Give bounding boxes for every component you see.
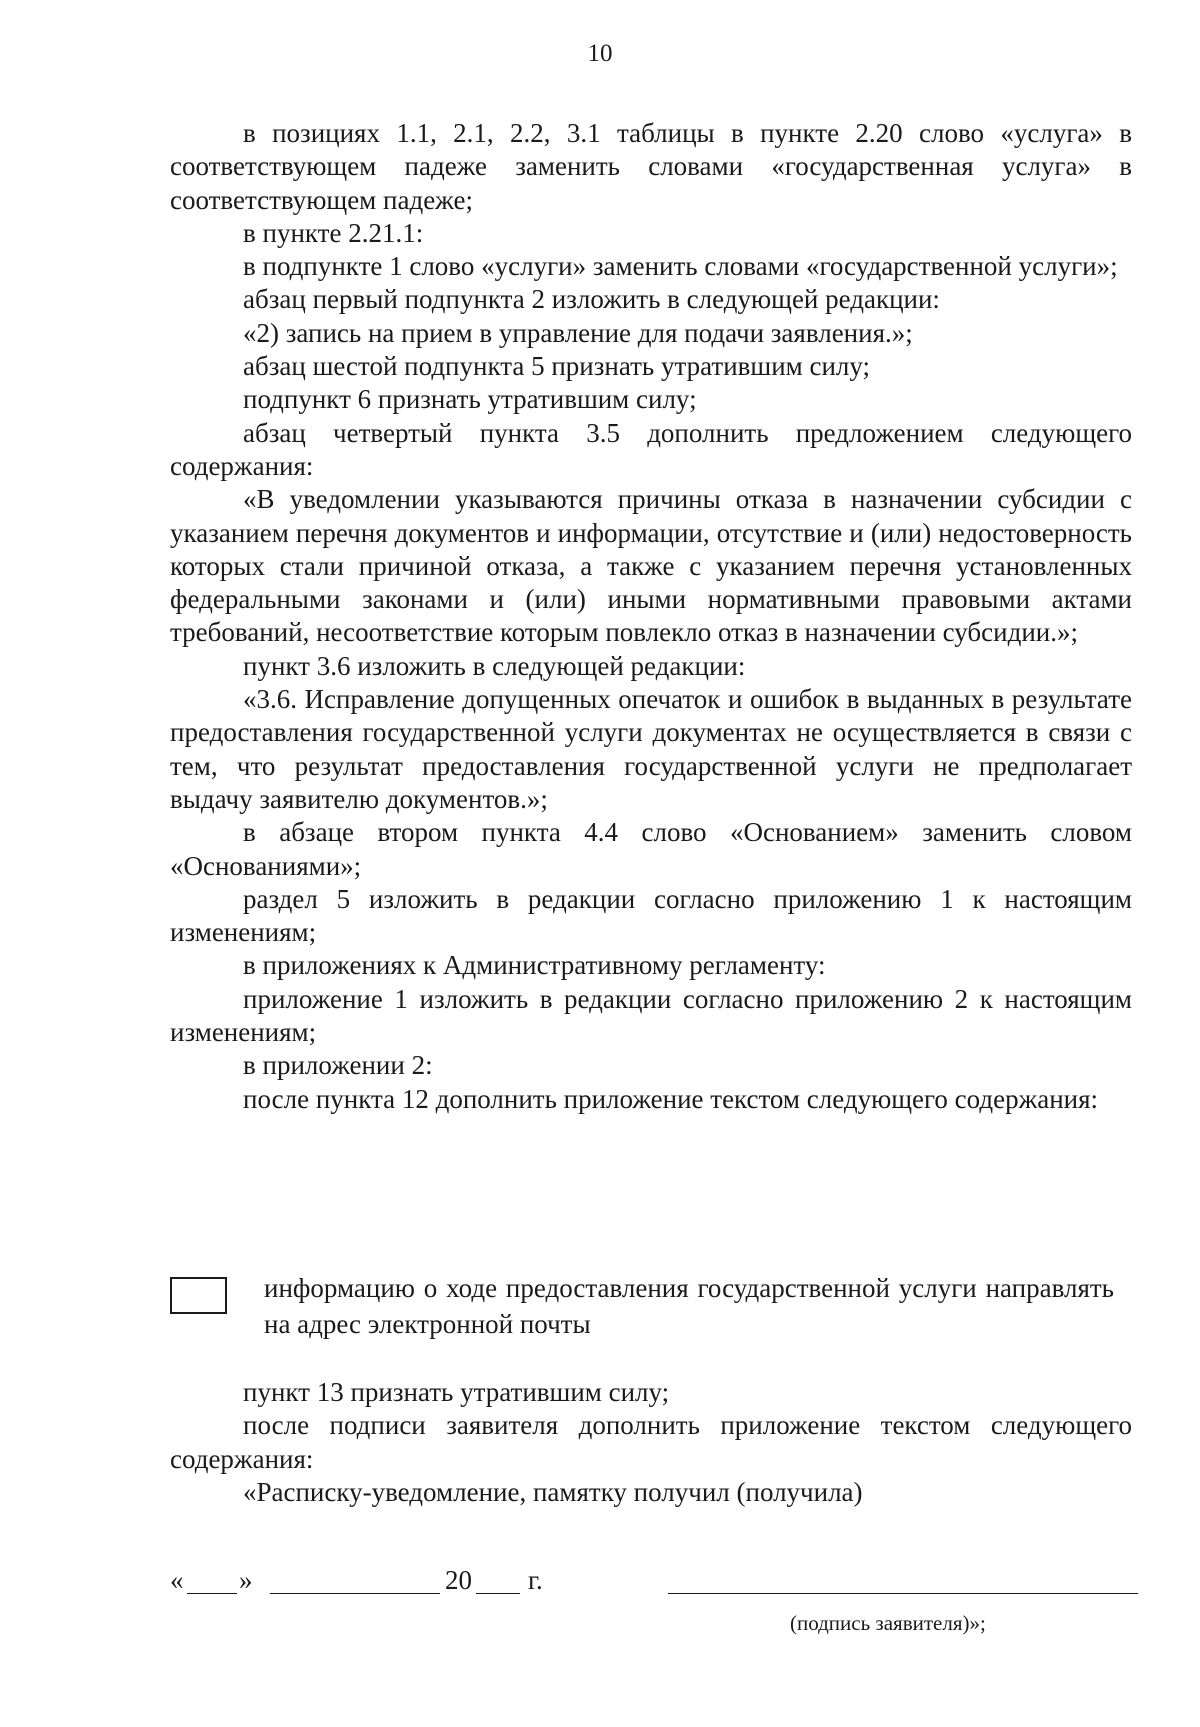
paragraph: после подписи заявителя дополнить приложение текстом следующего содержания: — [170, 1410, 1132, 1474]
paragraph: в позициях 1.1, 2.1, 2.2, 3.1 таблицы в пункте 2.20 слово «услуга» в соответствующем падеже заменить словами «государственная услуга» в соответствующем падеже; — [170, 118, 1132, 215]
checkbox-label: информацию о ходе предоставления государственной услуги направлять на адрес электронной почты — [264, 1273, 1114, 1339]
paragraph: после пункта 12 дополнить приложение текстом следующего содержания: — [243, 1083, 1099, 1114]
signature-caption: (подпись заявителя)»; — [790, 1611, 986, 1635]
paragraph: в приложениях к Административному регламенту: — [243, 950, 826, 981]
paragraph: «Расписку-уведомление, памятку получил (получила) — [243, 1476, 863, 1507]
paragraph: в абзаце втором пункта 4.4 слово «Основанием» заменить словом «Основаниями»; — [170, 817, 1132, 881]
paragraph: «3.6. Исправление допущенных опечаток и ошибок в выданных в результате предоставления государственной услуги документах не осуществляется в связи с тем, что результат предоставления государственной услуги не предполагает выдачу заявителю документов.»; — [170, 684, 1132, 814]
paragraph: подпункт 6 признать утратившим силу; — [243, 384, 697, 415]
paragraph: в подпункте 1 слово «услуги» заменить словами «государственной услуги»; — [243, 251, 1118, 282]
checkbox-empty — [170, 1277, 227, 1314]
paragraph: в приложении 2: — [243, 1050, 433, 1081]
paragraph: абзац шестой подпункта 5 признать утратившим силу; — [243, 351, 871, 382]
signature-line — [170, 1565, 1140, 1645]
signature-blank — [668, 1593, 1138, 1594]
date-close-quote: » — [239, 1565, 253, 1595]
day-blank — [187, 1593, 237, 1594]
paragraph: «В уведомлении указываются причины отказа в назначении субсидии с указанием перечня документов и информации, отсутствие и (или) недостоверность которых стали причиной отказа, а также с указанием перечня установленных федеральными законами и (или) иными нормативными правовыми актами требований, несоответствие которым повлекло отказ в назначении субсидии.»; — [170, 484, 1132, 648]
email-notification-option — [170, 1270, 1132, 1350]
page-number: 10 — [587, 40, 613, 67]
paragraph: в пункте 2.21.1: — [243, 217, 424, 248]
document-body-continued — [170, 1376, 1132, 1509]
paragraph: раздел 5 изложить в редакции согласно приложению 1 к настоящим изменениям; — [170, 883, 1132, 948]
document-body — [170, 117, 1132, 1116]
paragraph: «2) запись на прием в управление для подачи заявления.»; — [243, 317, 913, 348]
month-blank — [270, 1593, 440, 1594]
date-open-quote: « — [170, 1565, 184, 1595]
year-blank — [476, 1593, 520, 1594]
paragraph: пункт 13 признать утратившим силу; — [243, 1377, 670, 1407]
paragraph: абзац первый подпункта 2 изложить в следующей редакции: — [243, 284, 940, 315]
year-suffix: г. — [528, 1565, 543, 1595]
paragraph: пункт 3.6 изложить в следующей редакции: — [243, 650, 746, 681]
paragraph: абзац четвертый пункта 3.5 дополнить предложением следующего содержания: — [170, 417, 1132, 481]
paragraph: приложение 1 изложить в редакции согласно приложению 2 к настоящим изменениям; — [170, 983, 1132, 1048]
year-prefix: 20 — [445, 1565, 472, 1595]
